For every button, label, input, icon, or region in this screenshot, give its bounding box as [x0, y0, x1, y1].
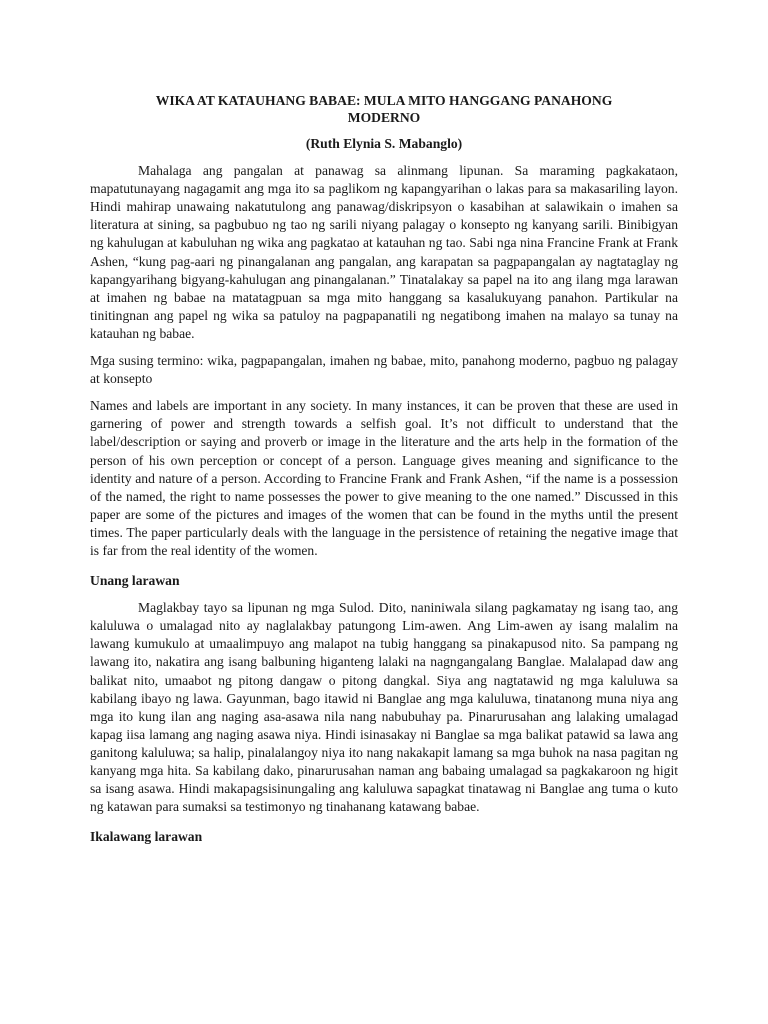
document-title: WIKA AT KATAUHANG BABAE: MULA MITO HANGGANG PANAHONG MODERNO: [155, 93, 613, 125]
abstract-tagalog: Mahalaga ang pangalan at panawag sa alinmang lipunan. Sa maraming pagkakataon, mapatutunayang nagagamit ang mga ito sa paglikom ng kapangyarihan o lakas para sa makasariling layon. Hindi mahirap unawaing nakatutulong ang panawag/diskripsyon o kasabihan at salawikain o imahen sa literatura at sining, sa pagbubuo ng tao ng sarili niyang palagay o konsepto ng kanyang sarili. Binibigyan ng kahulugan at kabuluhan ng wika ang pagkatao at katauhan ng tao. Sabi nga nina Francine Frank at Frank Ashen, “kung pag-aari ng pinangalanan ang pangalan, ang karapatan sa pagpapangalan ay nagtataglay ng kapangyarihang bigyang-kahulugan ang pinangalanan.” Tinatalakay sa papel na ito ang ilang mga larawan at imahen ng babae na matatagpuan sa mga mito hanggang sa kasalukuyang panahon. Partikular na tinitingnan ang papel ng wika sa patuloy na pagpapanatili ng negatibong imahen na malayo sa tunay na katauhan ng babae.: [90, 163, 678, 341]
section-body-unang-larawan: Maglakbay tayo sa lipunan ng mga Sulod. Dito, naniniwala silang pagkamatay ng isang tao, ang kaluluwa o umalagad nito ay naglalakbay patungong Lim-awen. Ang Lim-awen ay isang malalim na lawang kumukulo at umaalimpuyo ang malapot na tubig hanggang sa pinakapusod nito. Sa pampang ng lawang ito, nakatira ang isang balbuning higanteng lalaki na nagngangalang Banglae. Malalapad daw ang balikat nito, umaabot ng pitong dangaw o pitong dangkal. Siya ang nagtatawid ng mga kaluluwa sa kabilang ibayo ng lawa. Gayunman, bago itawid ni Banglae ang mga kaluluwa, tinatanong muna niya ang mga ito kung ilan ang naging asa-asawa nila nang nabubuhay pa. Pinarurusahan ang lalaking umalagad kapag iisa lamang ang naging asawa niya. Hindi isinasakay ni Banglae sa mga balikat patawid sa lawa ang ganitong kaluluwa; sa halip, pinalalangoy niya ito nang nakakapit lamang sa mga buhok na nasa pagitan ng kanyang mga hita. Sa kabilang dako, pinarurusahan naman ang babaing umalagad sa pagkakaroon ng higit sa isang asawa. Hindi makapagsisinungaling ang kaluluwa sapagkat tinatawag ni Banglae ang tuma o kuto ng katawan para sumaksi sa testimonyo ng tinahanang katawang babae.: [90, 600, 678, 815]
section-heading-ikalawang-larawan: Ikalawang larawan: [90, 829, 203, 845]
keywords: Mga susing termino: wika, pagpapangalan, imahen ng babae, mito, panahong moderno, pagbuo ng palagay at konsepto: [90, 353, 678, 387]
abstract-english: Names and labels are important in any society. In many instances, it can be proven that these are used in garnering of power and strength towards a selfish goal. It’s not difficult to understand that the label/description or saying and proverb or image in the literature and the arts help in the formation of the person of his own perception or concept of a person. Language gives meaning and significance to the identity and nature of a person. According to Francine Frank and Frank Ashen, “if the name is a possession of the named, the right to name possesses the power to give meaning to the one named.” Discussed in this paper are some of the pictures and images of the women that can be found in the myths until the present times. The paper particularly deals with the language in the persistence of retaining the negative image that is far from the real identity of the women.: [90, 398, 678, 558]
document-page: [90, 92, 678, 855]
document-author: (Ruth Elynia S. Mabanglo): [305, 136, 463, 151]
section-heading-unang-larawan: Unang larawan: [90, 573, 180, 589]
